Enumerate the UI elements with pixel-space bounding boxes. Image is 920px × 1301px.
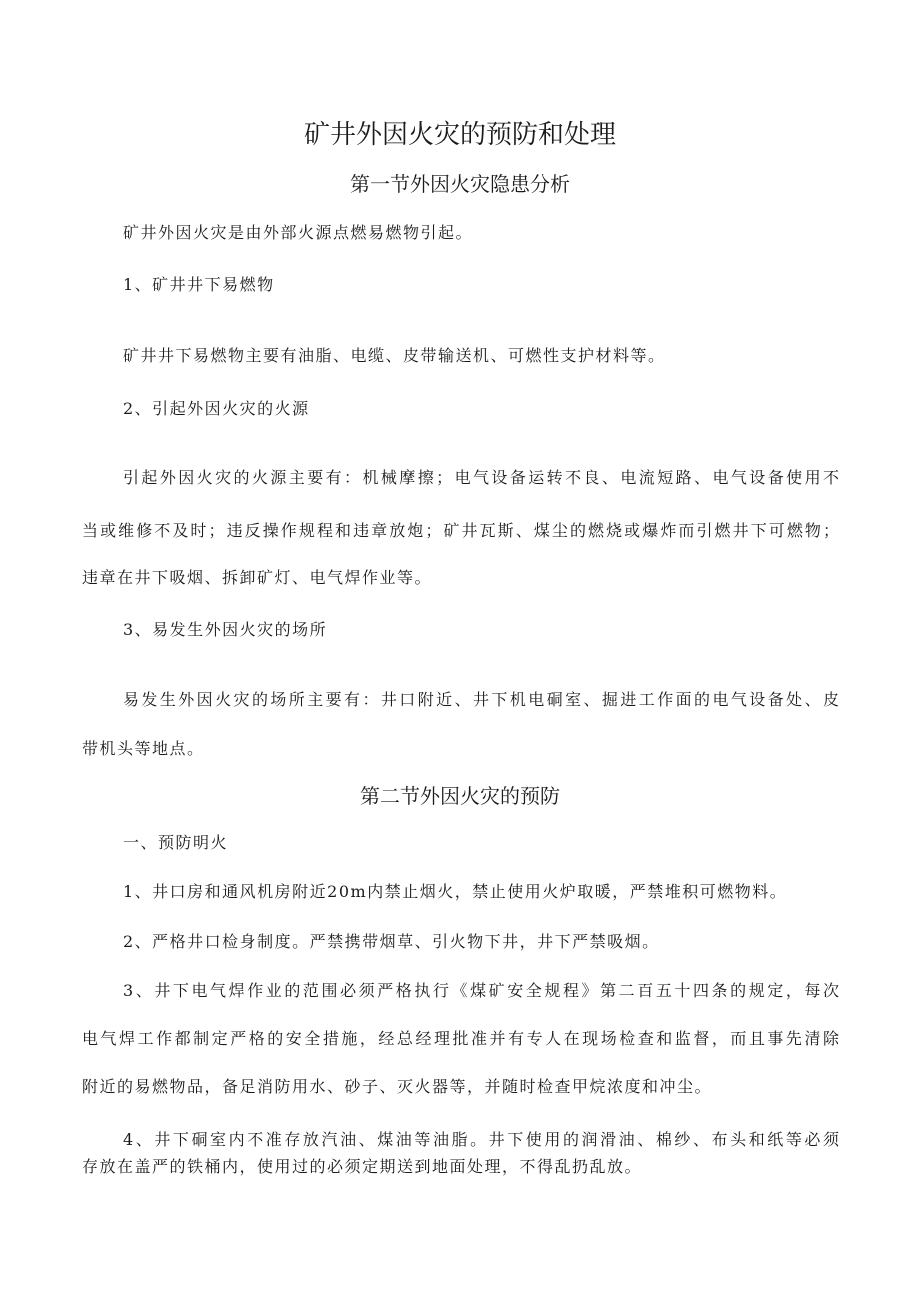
item-1-body: 矿井井下易燃物主要有油脂、电缆、皮带输送机、可燃性支护材料等。 [123, 346, 666, 365]
item-3-body-line-2: 带机头等地点。 [82, 739, 205, 758]
rule-4-line-2: 存放在盖严的铁桶内，使用过的必须定期送到地面处理，不得乱扔乱放。 [82, 1157, 643, 1176]
item-1-title: 1、矿井井下易燃物 [123, 275, 275, 294]
rule-3-line-1: 3、井下电气焊作业的范围必须严格执行《煤矿安全规程》第二百五十四条的规定，每次 [123, 981, 839, 1000]
rule-3-line-3: 附近的易燃物品，备足消防用水、砂子、灭火器等，并随时检查甲烷浓度和冲尘。 [82, 1077, 713, 1096]
item-2-body-line-3: 违章在井下吸烟、拆卸矿灯、电气焊作业等。 [82, 568, 433, 587]
document-title: 矿井外因火灾的预防和处理 [303, 120, 616, 150]
item-2-title: 2、引起外因火灾的火源 [123, 399, 310, 418]
section-2-heading: 第二节外因火灾的预防 [360, 784, 560, 808]
section-1-heading: 第一节外因火灾隐患分析 [350, 172, 570, 196]
rule-1: 1、井口房和通风机房附近20m内禁止烟火，禁止使用火炉取暖，严禁堆积可燃物料。 [123, 882, 788, 901]
subsection-1-title: 一、预防明火 [123, 833, 229, 852]
rule-3-line-2: 电气焊工作都制定严格的安全措施，经总经理批准并有专人在现场检查和监督，而且事先清除 [82, 1029, 839, 1048]
section-1-intro: 矿井外因火灾是由外部火源点燃易燃物引起。 [123, 223, 474, 242]
item-2-body-line-2: 当或维修不及时；违反操作规程和违章放炮；矿井瓦斯、煤尘的燃烧或爆炸而引燃井下可燃物； [82, 521, 839, 540]
item-2-body-line-1: 引起外因火灾的火源主要有：机械摩擦；电气设备运转不良、电流短路、电气设备使用不 [123, 468, 839, 487]
item-3-body-line-1: 易发生外因火灾的场所主要有：井口附近、井下机电硐室、掘进工作面的电气设备处、皮 [123, 690, 839, 709]
rule-4-line-1: 4、井下硐室内不准存放汽油、煤油等油脂。井下使用的润滑油、棉纱、布头和纸等必须 [123, 1130, 839, 1149]
item-3-title: 3、易发生外因火灾的场所 [123, 620, 328, 639]
rule-2: 2、严格井口检身制度。严禁携带烟草、引火物下井，井下严禁吸烟。 [123, 932, 660, 951]
